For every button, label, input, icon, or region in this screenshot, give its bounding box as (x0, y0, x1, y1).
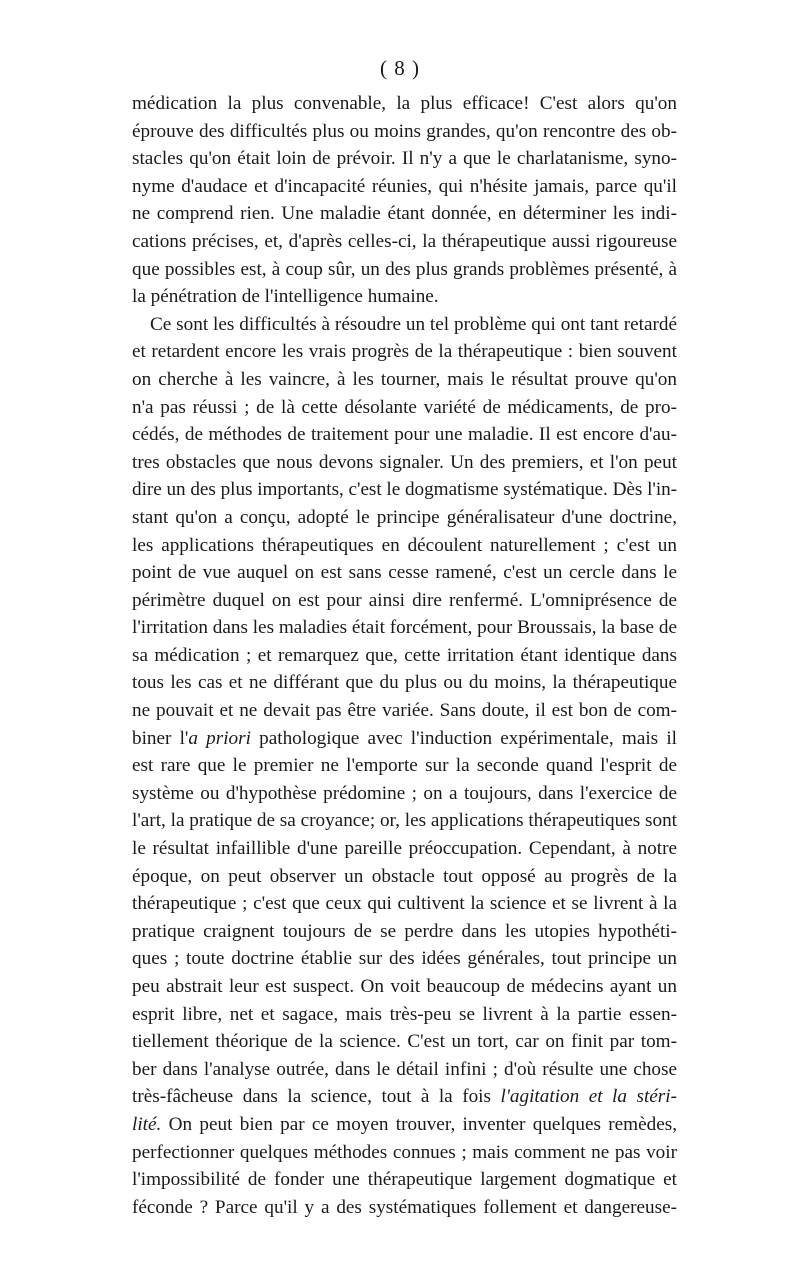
text-line: point de vue auquel on est sans cesse ramené, c'est un cercle dans le (132, 562, 677, 584)
italic-phrase: lité. (132, 1113, 162, 1135)
text-line: tous les cas et ne différant que du plus ou du moins, la thérapeutique (132, 672, 677, 694)
text-line: esprit libre, net et sagace, mais très-peu se livrent à la partie essen- (132, 1003, 677, 1025)
body-text (132, 90, 677, 1221)
text-line: médication la plus convenable, la plus efficace! C'est alors qu'on (132, 93, 677, 114)
text-line: ber dans l'analyse outrée, dans le détail infini ; d'où résulte une chose (132, 1058, 677, 1080)
italic-phrase: l'agitation et la stéri- (500, 1086, 677, 1108)
text-line: tiellement théorique de la science. C'est un tort, car on finit par tom- (132, 1031, 677, 1053)
text-run: On peut bien par ce moyen trouver, inventer quelques remèdes, (161, 1113, 677, 1135)
text-run: pathologique avec l'induction expérimentale, mais il (250, 727, 677, 749)
text-run: très-fâcheuse dans la science, tout à la fois (132, 1086, 501, 1108)
text-line: la pénétration de l'intelligence humaine. (132, 286, 439, 308)
text-line: pratique craignent toujours de se perdre dans les utopies hypothéti- (132, 920, 677, 942)
text-line: ne pouvait et ne devait pas être variée. Sans doute, il est bon de com- (132, 700, 677, 722)
text-line (132, 1111, 677, 1139)
text-line: éprouve des difficultés plus ou moins grandes, qu'on rencontre des ob- (132, 120, 677, 142)
page-number: ( 8 ) (380, 56, 420, 80)
text-line: sa médication ; et remarquez que, cette irritation étant identique dans (132, 644, 677, 666)
text-line: cédés, de méthodes de traitement pour une maladie. Il est encore d'au- (132, 424, 677, 446)
text-line: ques ; toute doctrine établie sur des idées générales, tout principe un (132, 948, 677, 970)
text-line: l'irritation dans les maladies était forcément, pour Broussais, la base de (132, 617, 677, 639)
text-line: les applications thérapeutiques en découlent naturellement ; c'est un (132, 534, 677, 556)
text-line: système ou d'hypothèse prédomine ; on a toujours, dans l'exercice de (132, 782, 677, 804)
text-line: époque, on peut observer un obstacle tout opposé au progrès de la (132, 865, 677, 887)
text-line: Ce sont les difficultés à résoudre un tel problème qui ont tant retardé (150, 313, 677, 335)
text-line: peu abstrait leur est suspect. On voit beaucoup de médecins ayant un (132, 976, 677, 997)
paragraph-1 (132, 90, 677, 311)
text-line: perfectionner quelques méthodes connues ; mais comment ne pas voir (132, 1141, 677, 1163)
text-line: périmètre duquel on est pour ainsi dire renfermé. L'omniprésence de (132, 589, 677, 611)
text-line: cations précises, et, d'après celles-ci, la thérapeutique aussi rigoureuse (132, 230, 677, 252)
text-line: on cherche à les vaincre, à les tourner, mais le résultat prouve qu'on (132, 368, 677, 390)
text-line: l'impossibilité de fonder une thérapeutique largement dogmatique et (132, 1169, 677, 1191)
text-line: stant qu'on a conçu, adopté le principe généralisateur d'une doctrine, (132, 506, 677, 528)
text-line: le résultat infaillible d'une pareille préoccupation. Cependant, à notre (132, 838, 677, 860)
italic-phrase: a priori (188, 727, 251, 749)
text-line: dire un des plus importants, c'est le dogmatisme systématique. Dès l'in- (132, 479, 678, 501)
text-line: que possibles est, à coup sûr, un des plus grands problèmes présenté, à (132, 258, 677, 280)
text-line: stacles qu'on était loin de prévoir. Il n'y a que le charlatanisme, syno- (132, 148, 677, 170)
text-run: biner l' (132, 727, 189, 749)
text-line (132, 1083, 677, 1111)
text-line: thérapeutique ; c'est que ceux qui cultivent la science et se livrent à la (132, 893, 677, 915)
text-line (132, 725, 677, 753)
paragraph-2 (132, 311, 677, 1222)
text-line: et retardent encore les vrais progrès de la thérapeutique : bien souvent (132, 341, 677, 363)
text-line: est rare que le premier ne l'emporte sur la seconde quand l'esprit de (132, 755, 677, 777)
text-line: ne comprend rien. Une maladie étant donnée, en déterminer les indi- (132, 203, 677, 225)
text-line: n'a pas réussi ; de là cette désolante variété de médicaments, de pro- (132, 396, 677, 418)
text-line: l'art, la pratique de sa croyance; or, les applications thérapeutiques sont (132, 810, 677, 832)
text-line: nyme d'audace et d'incapacité réunies, qui n'hésite jamais, parce qu'il (132, 175, 677, 197)
text-line: tres obstacles que nous devons signaler. Un des premiers, et l'on peut (132, 451, 677, 473)
text-line: féconde ? Parce qu'il y a des systématiques follement et dangereuse- (132, 1196, 677, 1218)
